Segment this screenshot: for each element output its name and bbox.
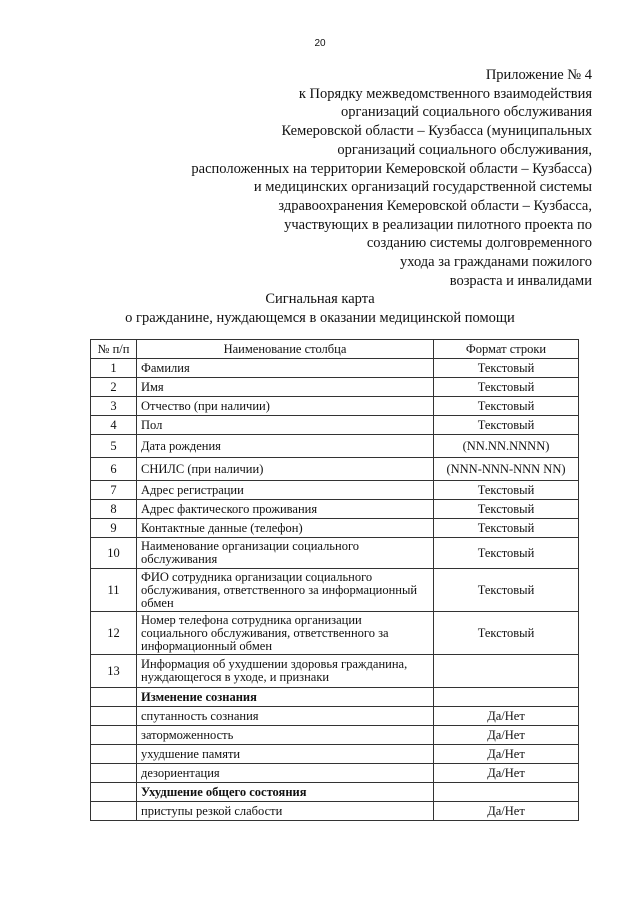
page-number: 20 (314, 38, 326, 49)
cell-format: Текстовый (434, 359, 579, 378)
table-row (91, 707, 579, 726)
document-title (0, 290, 640, 328)
header-column-name: Наименование столбца (137, 340, 434, 359)
cell-number: 5 (91, 435, 137, 458)
title-line-1: Сигнальная карта (265, 291, 375, 307)
cell-name: Наименование организации социального обслуживания (137, 538, 434, 569)
cell-name: приступы резкой слабости (137, 802, 434, 821)
table-row (91, 569, 579, 612)
appendix-line: и медицинских организаций государственной системы (253, 179, 592, 196)
table-row (91, 519, 579, 538)
cell-number: 10 (91, 538, 137, 569)
cell-name: заторможенность (137, 726, 434, 745)
cell-name: спутанность сознания (137, 707, 434, 726)
appendix-line: ухода за гражданами пожилого (400, 254, 592, 271)
table-row (91, 655, 579, 688)
cell-number (91, 783, 137, 802)
cell-name: ФИО сотрудника организации социального обслуживания, ответственного за информационный обмен (137, 569, 434, 612)
cell-name: Контактные данные (телефон) (137, 519, 434, 538)
appendix-line: организаций социального обслуживания (341, 104, 592, 121)
table-header-row (91, 340, 579, 359)
cell-name: Номер телефона сотрудника организации социального обслуживания, ответственного за информационный обмен (137, 612, 434, 655)
cell-format (434, 783, 579, 802)
appendix-line: здравоохранения Кемеровской области – Кузбасса, (278, 197, 592, 214)
cell-format: (NN.NN.NNNN) (434, 435, 579, 458)
cell-number: 13 (91, 655, 137, 688)
cell-name: СНИЛС (при наличии) (137, 458, 434, 481)
section-row (91, 688, 579, 707)
cell-format: Да/Нет (434, 802, 579, 821)
table-row (91, 764, 579, 783)
cell-number: 3 (91, 397, 137, 416)
cell-format: Текстовый (434, 416, 579, 435)
table-body (91, 359, 579, 821)
cell-name: Информация об ухудшении здоровья гражданина, нуждающегося в уходе, и признаки (137, 655, 434, 688)
table-row (91, 397, 579, 416)
cell-format: Текстовый (434, 612, 579, 655)
cell-format: Текстовый (434, 500, 579, 519)
cell-format: Текстовый (434, 481, 579, 500)
table-row (91, 481, 579, 500)
title-line-2: о гражданине, нуждающемся в оказании медицинской помощи (125, 310, 515, 326)
cell-format: Да/Нет (434, 726, 579, 745)
cell-format: Да/Нет (434, 707, 579, 726)
cell-format (434, 688, 579, 707)
cell-number (91, 802, 137, 821)
cell-number: 1 (91, 359, 137, 378)
cell-number: 4 (91, 416, 137, 435)
cell-name: Адрес фактического проживания (137, 500, 434, 519)
header-format: Формат строки (434, 340, 579, 359)
appendix-line: Приложение № 4 (485, 67, 592, 83)
table-row (91, 538, 579, 569)
cell-name: дезориентация (137, 764, 434, 783)
cell-number: 12 (91, 612, 137, 655)
appendix-line: к Порядку межведомственного взаимодействия (298, 85, 592, 102)
cell-format: Да/Нет (434, 745, 579, 764)
cell-number: 9 (91, 519, 137, 538)
cell-name: Изменение сознания (137, 688, 434, 707)
appendix-line: организаций социального обслуживания, (337, 141, 592, 158)
cell-name: Ухудшение общего состояния (137, 783, 434, 802)
table-row (91, 458, 579, 481)
cell-name: Адрес регистрации (137, 481, 434, 500)
table-row (91, 359, 579, 378)
cell-format: Текстовый (434, 378, 579, 397)
cell-number (91, 764, 137, 783)
cell-number (91, 707, 137, 726)
cell-name: ухудшение памяти (137, 745, 434, 764)
appendix-line: расположенных на территории Кемеровской области – Кузбасса) (191, 160, 592, 177)
appendix-line: Кемеровской области – Кузбасса (муниципальных (281, 123, 592, 140)
table-row (91, 745, 579, 764)
cell-name: Пол (137, 416, 434, 435)
cell-number: 7 (91, 481, 137, 500)
cell-number: 11 (91, 569, 137, 612)
appendix-line: созданию системы долговременного (366, 235, 592, 252)
section-row (91, 783, 579, 802)
cell-name: Фамилия (137, 359, 434, 378)
cell-number: 8 (91, 500, 137, 519)
table-row (91, 802, 579, 821)
cell-format: Текстовый (434, 397, 579, 416)
table-row (91, 378, 579, 397)
table-row (91, 416, 579, 435)
cell-format: (NNN-NNN-NNN NN) (434, 458, 579, 481)
appendix-header (32, 66, 592, 290)
appendix-line: участвующих в реализации пилотного проекта по (284, 216, 592, 233)
table-row (91, 726, 579, 745)
cell-format (434, 655, 579, 688)
table-row (91, 500, 579, 519)
cell-format: Текстовый (434, 538, 579, 569)
appendix-line: возраста и инвалидами (449, 272, 592, 289)
table-row (91, 612, 579, 655)
header-number: № п/п (91, 340, 137, 359)
cell-number (91, 745, 137, 764)
cell-name: Отчество (при наличии) (137, 397, 434, 416)
cell-format: Да/Нет (434, 764, 579, 783)
cell-format: Текстовый (434, 519, 579, 538)
cell-format: Текстовый (434, 569, 579, 612)
cell-name: Дата рождения (137, 435, 434, 458)
cell-number: 2 (91, 378, 137, 397)
table-row (91, 435, 579, 458)
cell-number (91, 726, 137, 745)
cell-number (91, 688, 137, 707)
signal-card-table (90, 339, 579, 821)
cell-number: 6 (91, 458, 137, 481)
cell-name: Имя (137, 378, 434, 397)
